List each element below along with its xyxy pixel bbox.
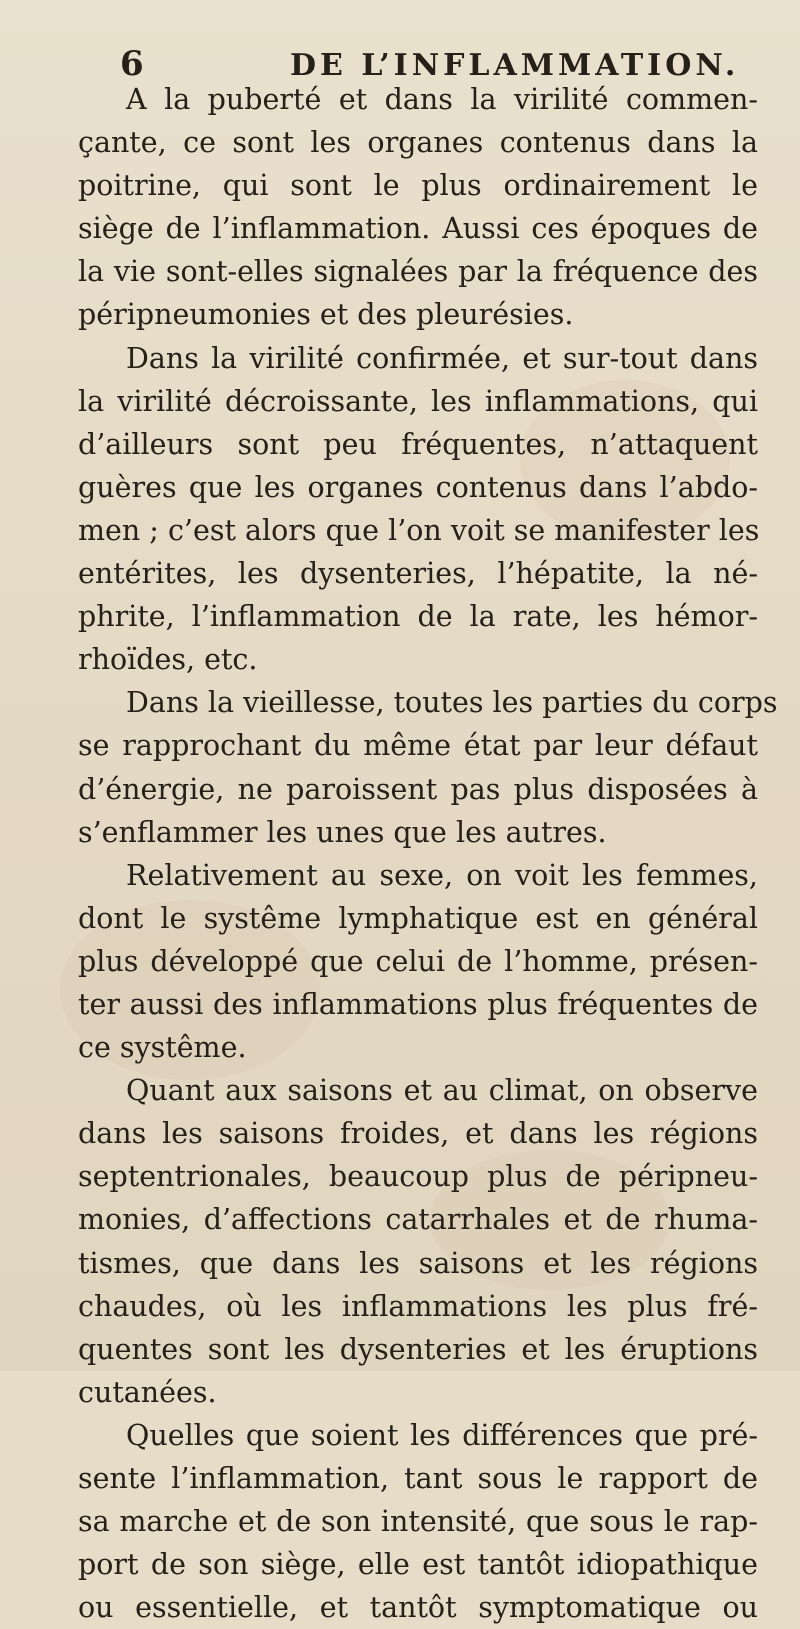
text-line: çante, ce sont les organes contenus dans la <box>78 126 758 160</box>
body-text <box>78 78 778 1629</box>
text-line: d’ailleurs sont peu fréquentes, n’attaquent <box>78 427 758 461</box>
text-line: ter aussi des inflammations plus fréquentes de <box>78 987 758 1021</box>
text-line: la virilité décroissante, les inflammations, qui <box>78 384 758 418</box>
text-line: tismes, que dans les saisons et les régions <box>78 1246 758 1280</box>
text-line: sa marche et de son intensité, que sous le rap- <box>78 1505 758 1539</box>
text-line: Dans la vieillesse, toutes les parties du corps <box>126 686 778 720</box>
text-line: entérites, les dysenteries, l’hépatite, la né- <box>78 557 758 591</box>
running-title: DE L’INFLAMMATION. <box>290 48 740 83</box>
text-line: dans les saisons froides, et dans les régions <box>78 1117 758 1151</box>
text-line: guères que les organes contenus dans l’abdo- <box>78 470 758 504</box>
page-number: 6 <box>120 44 144 84</box>
text-line: ou essentielle, et tantôt symptomatique ou <box>78 1591 758 1625</box>
text-line: rhoïdes, etc. <box>78 643 258 677</box>
text-line: A la puberté et dans la virilité commen- <box>126 83 758 116</box>
text-line: d’énergie, ne paroissent pas plus disposées à <box>78 772 758 806</box>
text-line: se rapprochant du même état par leur défaut <box>78 729 758 763</box>
text-line: phrite, l’inflammation de la rate, les hémor- <box>78 600 758 634</box>
text-line: men ; c’est alors que l’on voit se manifester les <box>78 513 760 547</box>
text-line: Quelles que soient les différences que pré- <box>126 1418 758 1452</box>
text-line: Quant aux saisons et au climat, on observe <box>126 1074 758 1108</box>
text-line: plus développé que celui de l’homme, présen- <box>78 944 758 978</box>
text-line: chaudes, où les inflammations les plus fré- <box>78 1289 758 1323</box>
text-line: siège de l’inflammation. Aussi ces époques de <box>78 212 758 246</box>
text-line: port de son siège, elle est tantôt idiopathique <box>78 1548 758 1582</box>
text-line: sente l’inflammation, tant sous le rapport de <box>78 1462 758 1495</box>
text-line: septentrionales, beaucoup plus de péripneu- <box>78 1160 758 1194</box>
text-line: monies, d’affections catarrhales et de rhuma- <box>78 1203 758 1237</box>
text-line: Relativement au sexe, on voit les femmes, <box>126 858 758 892</box>
text-line: dont le systême lymphatique est en général <box>78 901 758 935</box>
text-line: quentes sont les dysenteries et les éruptions <box>78 1332 758 1366</box>
text-line: péripneumonies et des pleurésies. <box>78 298 574 332</box>
text-line: Dans la virilité confirmée, et sur-tout dans <box>126 341 758 375</box>
text-line: s’enflammer les unes que les autres. <box>78 815 607 849</box>
text-line: la vie sont-elles signalées par la fréquence des <box>78 255 758 289</box>
text-line: poitrine, qui sont le plus ordinairement le <box>78 169 758 203</box>
text-line: ce systême. <box>78 1031 247 1065</box>
text-line: cutanées. <box>78 1375 217 1409</box>
